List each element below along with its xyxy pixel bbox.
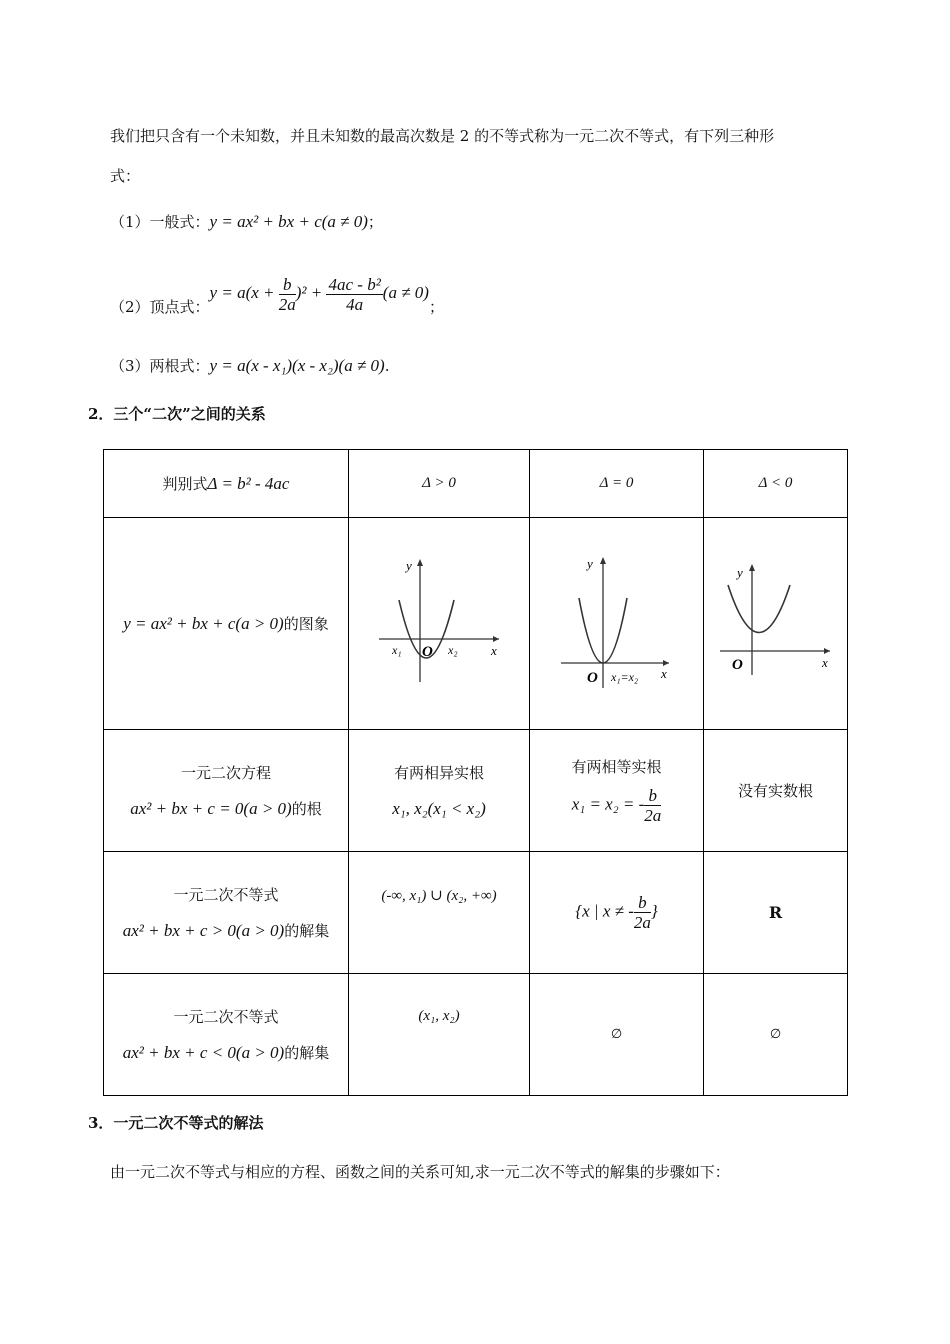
- equation-two-roots: [349, 730, 530, 852]
- graph3-y-label: y: [736, 564, 743, 580]
- form-vertex-part-c: (a ≠ 0): [382, 283, 429, 302]
- equation-row-suffix: 的根: [291, 799, 322, 818]
- form-general: [110, 212, 383, 232]
- form-vertex-frac-2-num: 4ac - b²: [328, 274, 381, 294]
- graph3-y-arrow: [749, 564, 755, 571]
- header-discriminant-formula: Δ = b² - 4ac: [207, 474, 290, 493]
- graph2-y-arrow: [600, 557, 606, 564]
- form-vertex-end: ；: [428, 298, 444, 316]
- graph1-root-2: x₂: [448, 643, 458, 657]
- graph2-origin: O: [586, 669, 598, 686]
- equation-double-root: [530, 730, 704, 852]
- equation-double-root-frac: [644, 786, 661, 825]
- form-roots-end: .: [384, 357, 390, 375]
- form-roots: [110, 356, 389, 376]
- greater-row-title: 一元二次不等式: [173, 885, 279, 904]
- less-row-title: 一元二次不等式: [173, 1007, 279, 1026]
- greater-row-formula: ax² + bx + c > 0(a > 0): [122, 920, 285, 940]
- form-vertex-frac-1-num: b: [279, 275, 296, 295]
- graph-two-roots: [374, 554, 504, 689]
- form-vertex-frac-2-den: 4a: [346, 294, 364, 314]
- header-delta-negative: Δ < 0: [704, 450, 848, 518]
- form-general-end: ；: [367, 213, 383, 231]
- section-2-title: 2．三个“二次”之间的关系: [88, 405, 266, 423]
- graph3-x-arrow: [824, 648, 830, 654]
- greater-double-root-den: 2a: [633, 913, 651, 932]
- form-vertex: [110, 270, 444, 316]
- less-no-root: ∅: [704, 974, 848, 1096]
- graph2-double-root: x₁=x₂: [610, 669, 638, 684]
- equation-two-roots-text: 有两相异实根: [393, 763, 484, 782]
- less-row-formula: ax² + bx + c < 0(a > 0): [122, 1042, 285, 1062]
- graph-row-formula: y = ax² + bx + c(a > 0): [123, 614, 284, 633]
- greater-double-root: [530, 852, 704, 974]
- intro-line-1: 我们把只含有一个未知数，并且未知数的最高次数是 2 的不等式称为一元二次不等式，有下列三种形: [110, 127, 775, 145]
- greater-row-suffix: 的解集: [284, 921, 330, 940]
- graph1-x-label: x: [491, 643, 497, 658]
- equation-row-formula: ax² + bx + c = 0(a > 0): [130, 798, 292, 818]
- graph1-root-1: x₁: [392, 643, 402, 657]
- graph3-parabola: [728, 585, 790, 633]
- equation-no-root: 没有实数根: [704, 730, 848, 852]
- form-vertex-part-b: )² +: [295, 283, 327, 302]
- graph3-x-label: x: [821, 654, 828, 670]
- table-less-row: [104, 974, 848, 1096]
- relation-table: [103, 449, 848, 1096]
- form-vertex-frac-2: [326, 275, 382, 314]
- equation-double-root-formula: x₁ = x₂ = -: [571, 794, 645, 814]
- graph-row-suffix: 的图象: [283, 615, 329, 633]
- greater-two-roots: (-∞, x₁) ∪ (x₂, +∞): [349, 852, 530, 974]
- form-vertex-part-a: y = a(x +: [209, 283, 279, 302]
- form-general-label: （1）一般式：: [110, 213, 210, 231]
- graph1-y-arrow: [417, 559, 423, 566]
- less-two-roots: (x₁, x₂): [349, 974, 530, 1096]
- header-discriminant-label: 判别式: [162, 475, 208, 493]
- header-delta-zero: Δ = 0: [530, 450, 704, 518]
- graph2-x-label: x: [660, 665, 667, 681]
- equation-row-label: [104, 730, 349, 852]
- graph1-y-label: y: [406, 558, 412, 573]
- greater-double-root-frac: [634, 893, 651, 932]
- graph3-origin: O: [731, 656, 743, 673]
- form-vertex-frac-1: [279, 275, 296, 314]
- table-greater-row: [104, 852, 848, 974]
- graph1-x-arrow: [493, 636, 499, 642]
- graph-no-root-cell: [704, 518, 848, 730]
- table-header-row: [104, 450, 848, 518]
- table-equation-row: [104, 730, 848, 852]
- form-vertex-frac-1-den: 2a: [278, 294, 296, 314]
- form-roots-formula: y = a(x - x₁)(x - x₂)(a ≠ 0): [209, 356, 385, 375]
- section-3-text: 由一元二次不等式与相应的方程、函数之间的关系可知,求一元二次不等式的解集的步骤如下：: [110, 1163, 730, 1181]
- less-double-root: ∅: [530, 974, 704, 1096]
- greater-double-root-part-a: {x | x ≠ -: [575, 901, 634, 921]
- greater-no-root: R: [704, 852, 848, 974]
- form-general-formula: y = ax² + bx + c(a ≠ 0): [209, 212, 368, 231]
- graph-no-root: [716, 557, 836, 687]
- header-discriminant: [104, 450, 349, 518]
- form-vertex-label: （2）顶点式：: [110, 298, 210, 316]
- less-row-label: [104, 974, 349, 1096]
- section-3-title: 3．一元二次不等式的解法: [88, 1114, 264, 1132]
- less-row-suffix: 的解集: [284, 1043, 330, 1062]
- graph1-origin: O: [422, 644, 433, 660]
- greater-double-root-num: b: [634, 893, 651, 913]
- header-delta-positive: Δ > 0: [349, 450, 530, 518]
- graph2-y-label: y: [586, 555, 593, 571]
- equation-double-root-text: 有两相等实根: [571, 758, 662, 776]
- graph-double-root-cell: [530, 518, 704, 730]
- graph-double-root: [557, 552, 677, 692]
- graph-row-label: [104, 518, 349, 730]
- equation-double-root-den: 2a: [644, 806, 662, 825]
- equation-two-roots-formula: x₁, x₂(x₁ < x₂): [392, 798, 486, 818]
- equation-row-title: 一元二次方程: [180, 763, 271, 782]
- form-roots-label: （3）两根式：: [110, 357, 210, 375]
- greater-row-label: [104, 852, 349, 974]
- equation-double-root-num: b: [644, 786, 661, 806]
- greater-double-root-part-b: }: [650, 901, 658, 921]
- intro-line-2: 式：: [110, 167, 141, 185]
- table-graph-row: [104, 518, 848, 730]
- graph-two-roots-cell: [349, 518, 530, 730]
